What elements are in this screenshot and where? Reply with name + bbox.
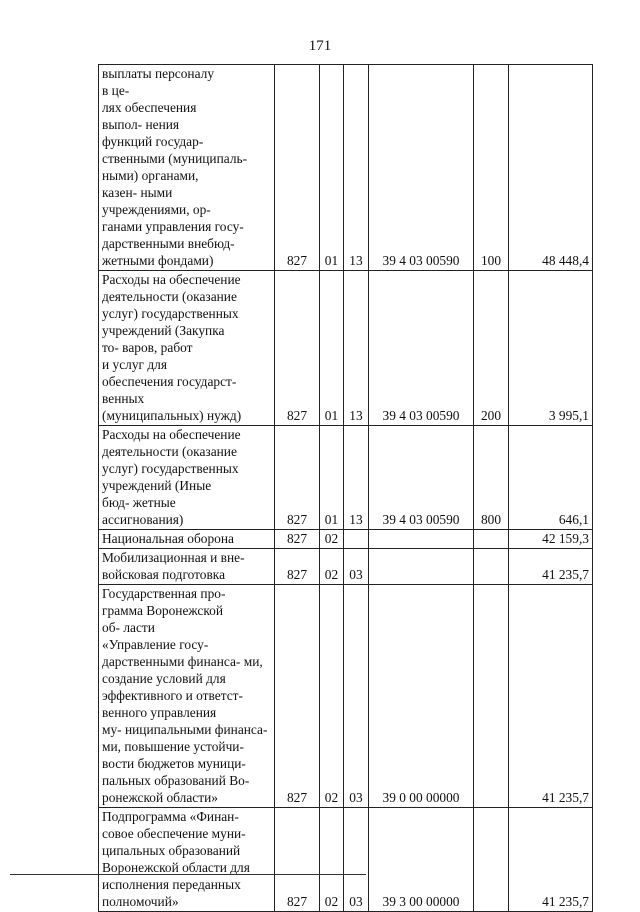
subsection-code (344, 530, 369, 549)
budget-table (98, 64, 593, 912)
table-row (99, 271, 593, 426)
subsection-code: 13 (344, 426, 369, 530)
section-code: 01 (320, 426, 344, 530)
section-code: 02 (320, 549, 344, 585)
ministry-code: 827 (275, 65, 320, 271)
amount: 41 235,7 (509, 549, 593, 585)
target-article: 39 4 03 00590 (369, 271, 474, 426)
row-name: Мобилизационная и вне- войсковая подготовка (99, 549, 275, 585)
section-code: 01 (320, 65, 344, 271)
expense-type: 200 (474, 271, 509, 426)
target-article: 39 4 03 00590 (369, 65, 474, 271)
subsection-code: 03 (344, 585, 369, 808)
row-name: Расходы на обеспечение деятельности (оказание услуг) государственных учреждений (Иные бюд- жетные ассигнования) (99, 426, 275, 530)
target-article (369, 549, 474, 585)
section-code: 02 (320, 530, 344, 549)
subsection-code: 13 (344, 271, 369, 426)
expense-type (474, 585, 509, 808)
ministry-code: 827 (275, 585, 320, 808)
amount: 48 448,4 (509, 65, 593, 271)
expense-type: 800 (474, 426, 509, 530)
row-name: Подпрограмма «Финан- совое обеспечение муни- ципальных образований Воронежской области для исполнения переданных полномочий» (99, 808, 275, 912)
target-article: 39 3 00 00000 (369, 808, 474, 912)
table-row (99, 585, 593, 808)
table-row (99, 808, 593, 912)
row-name: выплаты персоналу в це- лях обеспечения выпол- нения функций государ- ственными (муниципаль- ными) органами, казен- ными учреждениями, ор- ганами управления госу- дарственными внебюд- жетными фондами) (99, 65, 275, 271)
amount: 41 235,7 (509, 808, 593, 912)
row-name: Расходы на обеспечение деятельности (оказание услуг) государственных учреждений (Закупка то- варов, работ и услуг для обеспечения государст- венных (муниципальных) нужд) (99, 271, 275, 426)
target-article (369, 530, 474, 549)
footer-divider (10, 874, 366, 875)
table-row (99, 65, 593, 271)
expense-type (474, 808, 509, 912)
section-code: 01 (320, 271, 344, 426)
amount: 41 235,7 (509, 585, 593, 808)
amount: 42 159,3 (509, 530, 593, 549)
expense-type (474, 530, 509, 549)
table-row (99, 426, 593, 530)
section-code: 02 (320, 585, 344, 808)
target-article: 39 0 00 00000 (369, 585, 474, 808)
target-article: 39 4 03 00590 (369, 426, 474, 530)
amount: 3 995,1 (509, 271, 593, 426)
expense-type (474, 549, 509, 585)
ministry-code: 827 (275, 549, 320, 585)
section-code: 02 (320, 808, 344, 912)
table-row (99, 530, 593, 549)
ministry-code: 827 (275, 808, 320, 912)
row-name: Государственная про- грамма Воронежской об- ласти «Управление госу- дарственными финанса- ми, создание условий для эффективного и ответст- венного управления му- ниципальными финанса- ми, повышение устойчи- вости бюджетов муници- пальных образований Во- ронежской области» (99, 585, 275, 808)
ministry-code: 827 (275, 271, 320, 426)
table-row (99, 549, 593, 585)
subsection-code: 13 (344, 65, 369, 271)
subsection-code: 03 (344, 808, 369, 912)
ministry-code: 827 (275, 530, 320, 549)
ministry-code: 827 (275, 426, 320, 530)
subsection-code: 03 (344, 549, 369, 585)
amount: 646,1 (509, 426, 593, 530)
row-name: Национальная оборона (99, 530, 275, 549)
page-number: 171 (308, 38, 332, 54)
expense-type: 100 (474, 65, 509, 271)
